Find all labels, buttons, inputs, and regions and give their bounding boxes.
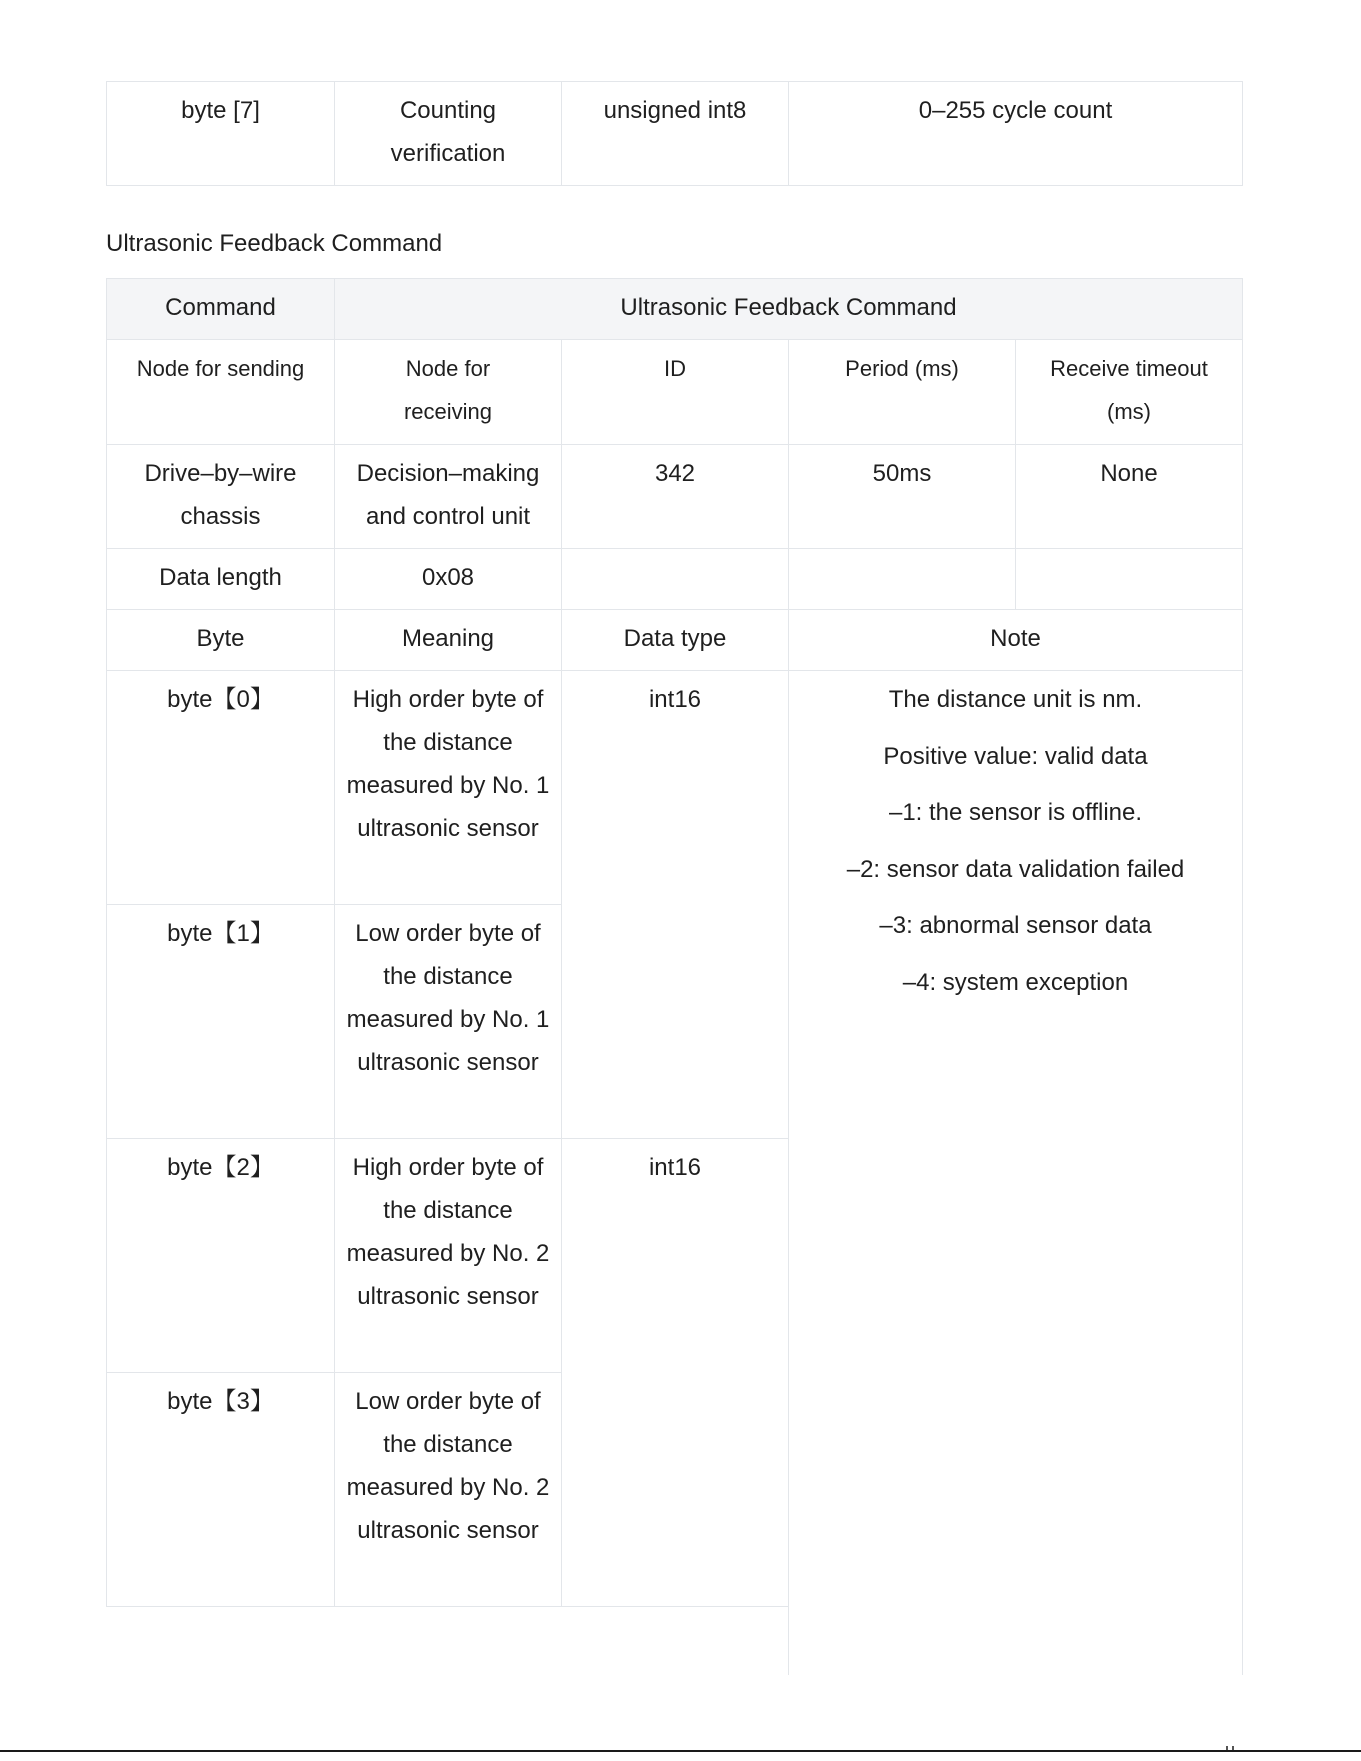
meaning-cell-2: High order byte of the distance measured by No. 2 ultrasonic sensor <box>334 1138 562 1373</box>
command-value-cell: Ultrasonic Feedback Command <box>334 278 1243 340</box>
note-header: Note <box>788 609 1243 671</box>
top-note-cell: 0–255 cycle count <box>788 81 1243 186</box>
data-length-empty-2 <box>788 548 1016 610</box>
page-bottom-tick-1 <box>1226 1746 1228 1750</box>
note-line-4: –3: abnormal sensor data <box>879 912 1152 940</box>
node-sending-header: Node for sending <box>106 339 335 445</box>
timeout-header: Receive timeout (ms) <box>1015 339 1243 445</box>
byte-header: Byte <box>106 609 335 671</box>
node-receiving-header: Node for receiving <box>334 339 562 445</box>
node-sending-value: Drive–by–wire chassis <box>106 444 335 549</box>
data-length-label: Data length <box>106 548 335 610</box>
id-value: 342 <box>561 444 789 549</box>
byte-cell-2: byte【2】 <box>106 1138 335 1373</box>
byte-cell-0: byte【0】 <box>106 670 335 905</box>
top-meaning-cell: Counting verification <box>334 81 562 186</box>
data-type-cell-1: int16 <box>561 1138 789 1607</box>
data-type-cell-0: int16 <box>561 670 789 1139</box>
byte-cell-3: byte【3】 <box>106 1372 335 1607</box>
top-byte-cell: byte [7] <box>106 81 335 186</box>
data-length-value: 0x08 <box>334 548 562 610</box>
page-bottom-rule <box>0 1750 1361 1752</box>
page-bottom-tick-2 <box>1232 1746 1234 1750</box>
byte-cell-1: byte【1】 <box>106 904 335 1139</box>
data-length-empty-1 <box>561 548 789 610</box>
data-type-header: Data type <box>561 609 789 671</box>
section-heading: Ultrasonic Feedback Command <box>106 230 443 257</box>
node-receiving-value: Decision–making and control unit <box>334 444 562 549</box>
id-header: ID <box>561 339 789 445</box>
meaning-cell-0: High order byte of the distance measured by No. 1 ultrasonic sensor <box>334 670 562 905</box>
meaning-cell-1: Low order byte of the distance measured by No. 1 ultrasonic sensor <box>334 904 562 1139</box>
command-label-cell: Command <box>106 278 335 340</box>
period-header: Period (ms) <box>788 339 1016 445</box>
note-line-2: –1: the sensor is offline. <box>888 799 1143 827</box>
top-type-cell: unsigned int8 <box>561 81 789 186</box>
meaning-header: Meaning <box>334 609 562 671</box>
note-line-0: The distance unit is nm. <box>888 686 1143 713</box>
data-length-empty-3 <box>1015 548 1243 610</box>
meaning-cell-3: Low order byte of the distance measured by No. 2 ultrasonic sensor <box>334 1372 562 1607</box>
period-value: 50ms <box>788 444 1016 549</box>
note-line-1: Positive value: valid data <box>883 742 1148 770</box>
timeout-value: None <box>1015 444 1243 549</box>
note-line-5: –4: system exception <box>902 968 1129 996</box>
note-cell <box>788 670 1243 1675</box>
note-line-3: –2: sensor data validation failed <box>846 855 1185 883</box>
